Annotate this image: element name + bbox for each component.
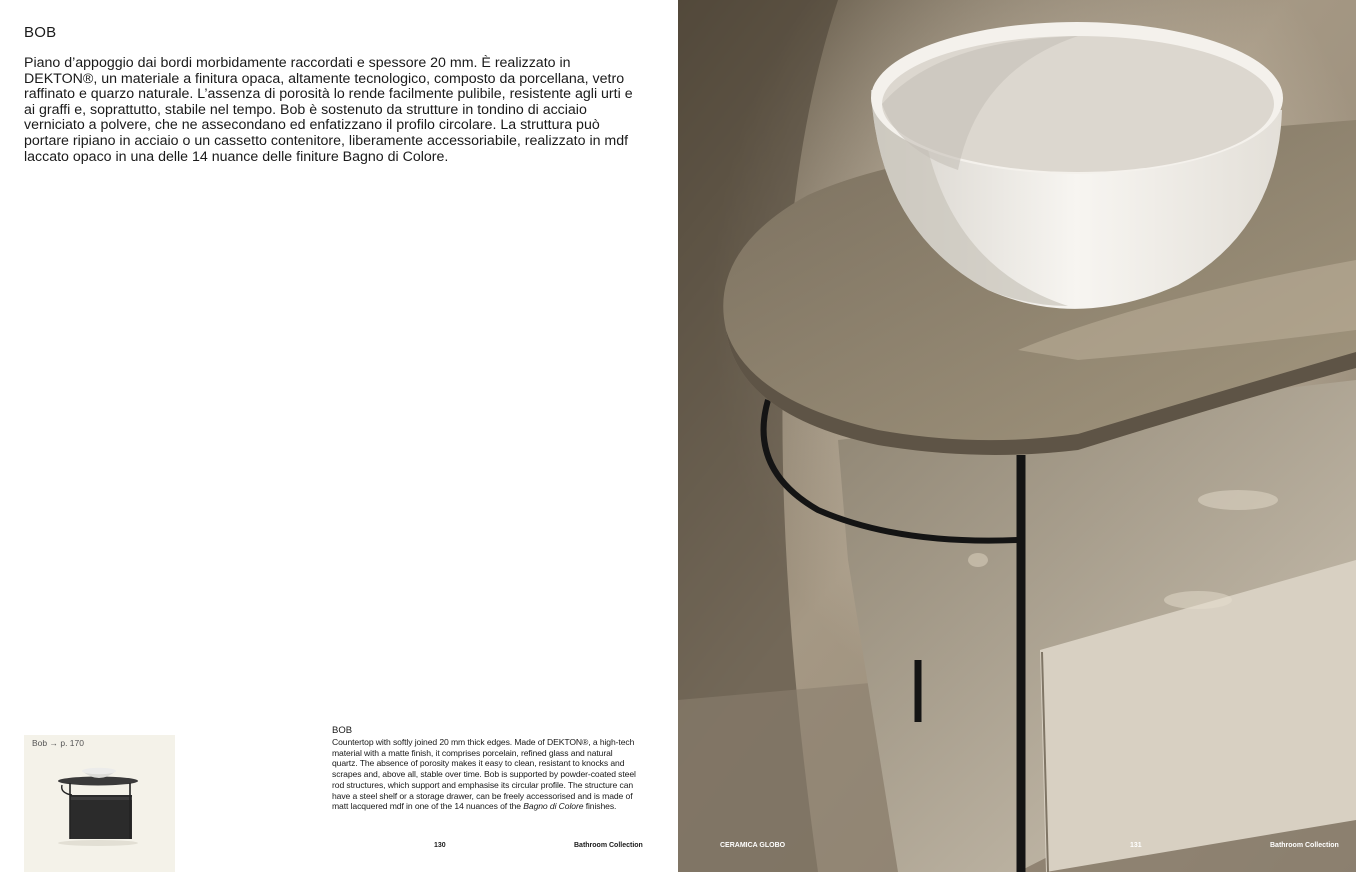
english-text-part: Countertop with softly joined 20 mm thick edges. Made of DEKTON®, a high-tech material with a matte finish, it comprises porcelain, refined glass and natural quartz. The absence of porosity makes it easy to clean, resistant to knocks and scrapes and, above all, stable over time. Bob is supported by powder-coated steel rod structures, which support and emphasise its circular profile. The structure can have a steel shelf or a storage drawer, can be freely accessorised and is made of matt lacquered mdf in one of the 14 nuances of the: [332, 737, 636, 812]
section-label-left: Bathroom Collection: [574, 842, 643, 849]
brand-label: CERAMICA GLOBO: [720, 842, 786, 849]
page-number-left: 130: [434, 842, 446, 849]
english-text-end: finishes.: [583, 801, 617, 812]
thumbnail-caption: Bob → p. 170: [32, 738, 84, 748]
product-title-english: BOB: [332, 725, 353, 736]
right-page-photo: [678, 0, 1356, 872]
section-label-right: Bathroom Collection: [1270, 842, 1339, 849]
vanity-illustration: [24, 735, 175, 872]
product-title: BOB: [24, 24, 57, 41]
product-description-english: [332, 737, 638, 812]
product-thumbnail[interactable]: [24, 735, 175, 872]
product-description-italian: Piano d’appoggio dai bordi morbidamente raccordati e spessore 20 mm. È realizzato in DEKTON®, un materiale a finitura opaca, altamente tecnologico, composto da porcellana, vetro raffinato e quarzo naturale. L’assenza di porosità lo rende facilmente pulibile, resistente agli urti e ai graffi e, soprattutto, stabile nel tempo. Bob è sostenuto da strutture in tondino di acciaio verniciato a polvere, che ne assecondano ed enfatizzano il profilo circolare. La struttura può portare ripiano in acciaio o un cassetto contenitore, liberamente accessoriabile, realizzato in mdf laccato opaco in una delle 14 nuance delle finiture Bagno di Colore.: [24, 55, 633, 165]
page-number-right: 131: [1130, 842, 1142, 849]
product-photo: [678, 0, 1356, 872]
finish-name: Bagno di Colore: [523, 801, 584, 812]
